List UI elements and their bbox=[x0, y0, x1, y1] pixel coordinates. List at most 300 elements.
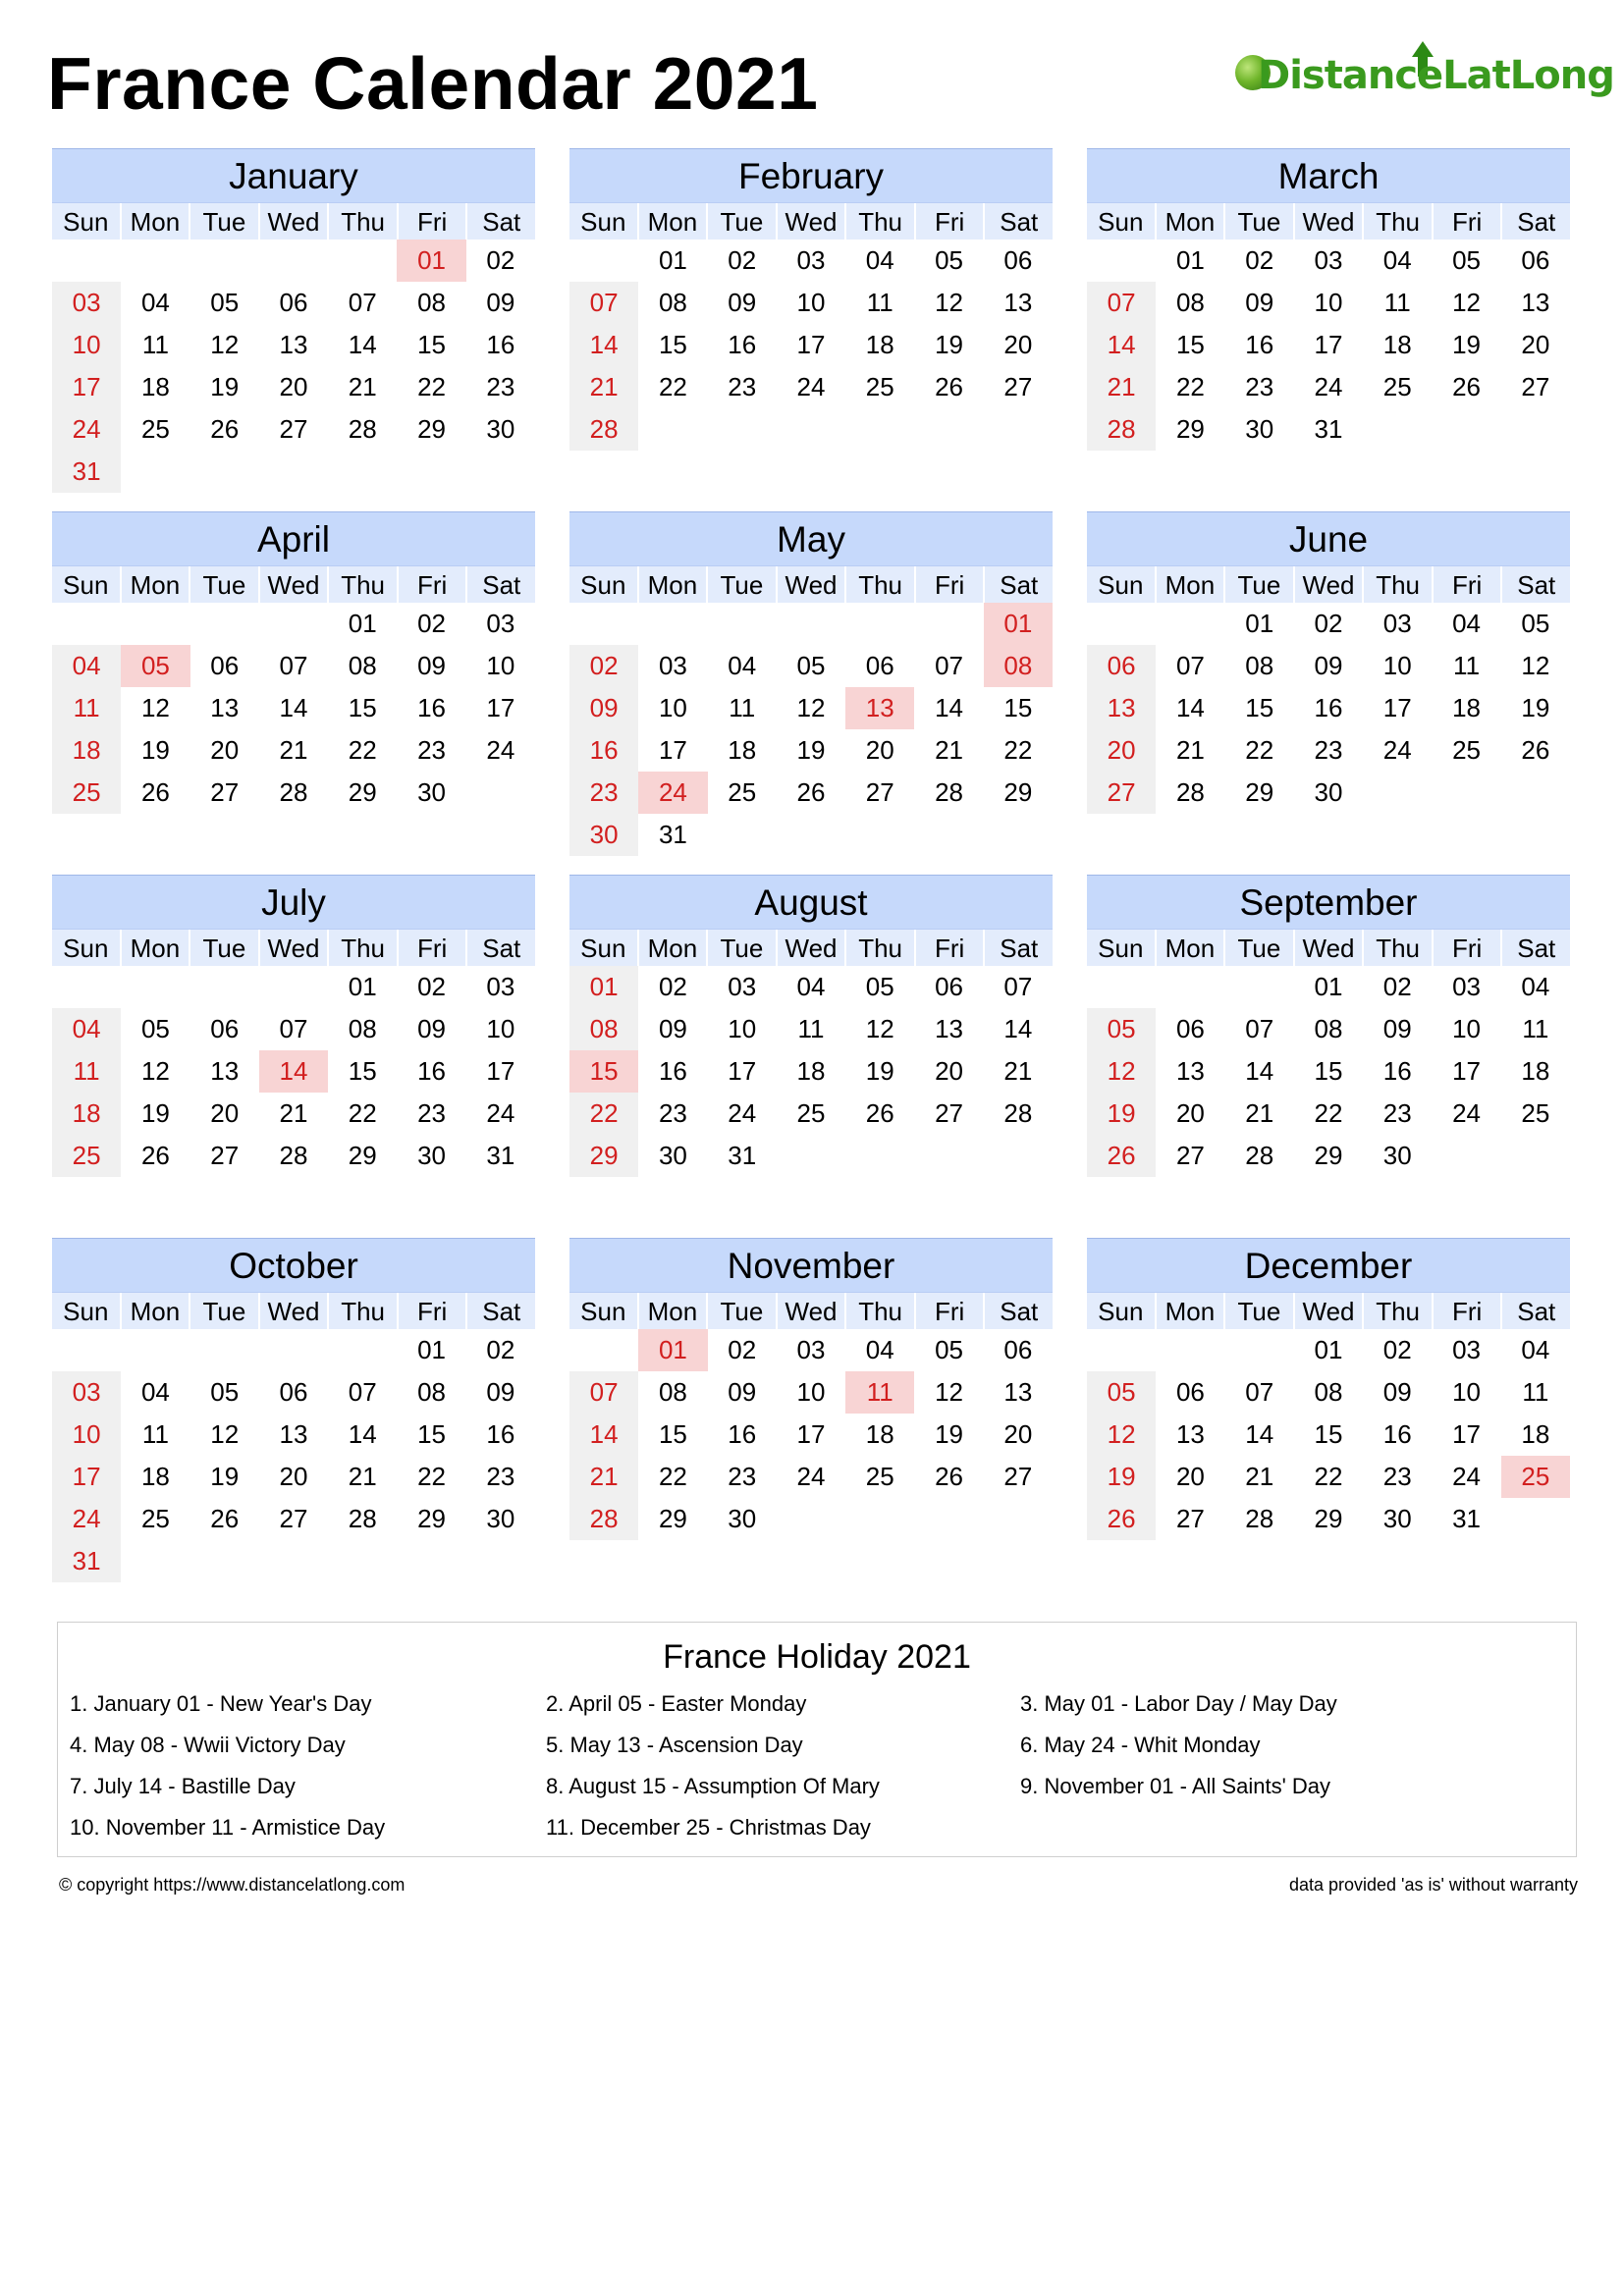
date-cell: 07 bbox=[569, 282, 638, 324]
weekday-label: Sat bbox=[1500, 1293, 1570, 1329]
date-cell: 25 bbox=[1452, 735, 1481, 765]
empty-cell bbox=[466, 1540, 535, 1582]
empty-cell bbox=[259, 1540, 328, 1582]
weekday-label: Wed bbox=[1293, 566, 1363, 603]
date-cell: 24 bbox=[52, 408, 121, 451]
date-cell: 27 bbox=[1087, 772, 1156, 814]
week-row bbox=[52, 240, 535, 282]
date-cell: 16 bbox=[486, 1419, 515, 1449]
empty-cell bbox=[845, 814, 914, 856]
date-cell: 02 bbox=[1382, 1335, 1412, 1364]
weekday-label: Sat bbox=[983, 203, 1053, 240]
weekday-label: Tue bbox=[706, 566, 776, 603]
date-cell: 15 bbox=[348, 693, 377, 722]
date-cell: 21 bbox=[348, 1462, 377, 1491]
date-cell: 24 bbox=[1452, 1462, 1481, 1491]
date-cell: 28 bbox=[935, 777, 963, 807]
week-row bbox=[52, 1329, 535, 1371]
empty-cell bbox=[914, 814, 983, 856]
date-cell: 25 bbox=[140, 414, 170, 444]
holiday-item: 11. December 25 - Christmas Day bbox=[546, 1815, 871, 1840]
weekday-label: Tue bbox=[189, 1293, 258, 1329]
date-cell: 06 bbox=[865, 651, 894, 680]
date-cell: 26 bbox=[865, 1098, 894, 1128]
date-cell: 06 bbox=[210, 651, 240, 680]
date-cell: 06 bbox=[1087, 645, 1156, 687]
weekday-label: Tue bbox=[1223, 203, 1293, 240]
date-cell: 25 bbox=[52, 1135, 121, 1177]
date-cell: 25 bbox=[865, 372, 894, 401]
weekday-label: Sun bbox=[1098, 1297, 1144, 1326]
date-cell: 28 bbox=[1245, 1504, 1274, 1533]
date-cell: 10 bbox=[1314, 288, 1343, 317]
date-cell: 12 bbox=[210, 330, 240, 359]
date-cell: 27 bbox=[210, 1141, 240, 1170]
date-cell: 29 bbox=[348, 777, 377, 807]
week-row bbox=[569, 282, 1053, 324]
date-cell: 30 bbox=[417, 1141, 446, 1170]
weekday-label: Sat bbox=[465, 566, 535, 603]
weekday-label: Sat bbox=[983, 566, 1053, 603]
week-row bbox=[1087, 240, 1570, 282]
date-cell: 23 bbox=[1245, 372, 1274, 401]
date-cell: 07 bbox=[1175, 651, 1205, 680]
weekday-label: Tue bbox=[189, 203, 258, 240]
empty-cell bbox=[708, 814, 777, 856]
weekday-label: Fri bbox=[397, 930, 466, 966]
date-cell: 27 bbox=[1521, 372, 1550, 401]
week-row bbox=[569, 966, 1053, 1008]
date-cell: 03 bbox=[486, 972, 515, 1001]
date-cell: 11 bbox=[141, 330, 169, 359]
weekday-label: Mon bbox=[1155, 930, 1224, 966]
holiday-item: 5. May 13 - Ascension Day bbox=[546, 1733, 803, 1757]
date-cell: 12 bbox=[140, 1056, 170, 1086]
date-cell: 20 bbox=[1087, 729, 1156, 772]
date-cell: 30 bbox=[1245, 414, 1274, 444]
date-cell: 02 bbox=[1382, 972, 1412, 1001]
date-cell: 26 bbox=[1521, 735, 1550, 765]
weekday-label: Fri bbox=[1432, 930, 1501, 966]
empty-cell bbox=[121, 1540, 189, 1582]
weekday-label: Mon bbox=[1155, 1293, 1224, 1329]
date-cell: 14 bbox=[1245, 1056, 1274, 1086]
weekday-label: Fri bbox=[914, 203, 984, 240]
week-row bbox=[569, 1414, 1053, 1456]
empty-cell bbox=[466, 451, 535, 493]
date-cell: 14 bbox=[279, 693, 308, 722]
week-row bbox=[569, 1050, 1053, 1093]
date-cell: 28 bbox=[279, 777, 308, 807]
date-cell: 18 bbox=[52, 729, 121, 772]
date-cell: 08 bbox=[348, 1014, 377, 1043]
date-cell: 27 bbox=[210, 777, 240, 807]
date-cell: 01 bbox=[1245, 609, 1274, 638]
date-cell: 14 bbox=[1087, 324, 1156, 366]
date-cell: 14 bbox=[1245, 1419, 1274, 1449]
week-row bbox=[52, 772, 535, 814]
week-row bbox=[569, 1498, 1053, 1540]
date-cell: 27 bbox=[1003, 372, 1033, 401]
date-cell: 21 bbox=[569, 1456, 638, 1498]
weekday-label: Tue bbox=[189, 930, 258, 966]
weekday-label: Sun bbox=[63, 1297, 109, 1326]
date-cell: 30 bbox=[1382, 1504, 1412, 1533]
date-cell: 15 bbox=[348, 1056, 377, 1086]
weekday-label: Fri bbox=[1432, 566, 1501, 603]
date-cell: 17 bbox=[1382, 693, 1412, 722]
date-cell: 29 bbox=[348, 1141, 377, 1170]
month-name: December bbox=[1087, 1238, 1570, 1292]
week-row bbox=[569, 1135, 1053, 1177]
date-cell: 28 bbox=[1003, 1098, 1033, 1128]
date-cell: 01 bbox=[569, 966, 638, 1008]
date-cell: 30 bbox=[728, 1504, 757, 1533]
weekday-label: Fri bbox=[397, 1293, 466, 1329]
month-april bbox=[52, 511, 535, 814]
date-cell: 04 bbox=[140, 288, 170, 317]
weekday-label: Sat bbox=[983, 1293, 1053, 1329]
date-cell: 09 bbox=[658, 1014, 687, 1043]
date-cell: 07 bbox=[1003, 972, 1033, 1001]
date-cell: 19 bbox=[1087, 1093, 1156, 1135]
date-cell: 30 bbox=[417, 777, 446, 807]
week-row bbox=[1087, 282, 1570, 324]
empty-cell bbox=[190, 1329, 259, 1371]
date-cell: 29 bbox=[658, 1504, 687, 1533]
weekday-label: Sun bbox=[1098, 570, 1144, 600]
month-march bbox=[1087, 148, 1570, 451]
date-cell: 16 bbox=[486, 330, 515, 359]
date-cell: 07 bbox=[348, 288, 377, 317]
date-cell: 16 bbox=[728, 1419, 757, 1449]
month-february bbox=[569, 148, 1053, 451]
week-row bbox=[52, 1135, 535, 1177]
date-cell: 20 bbox=[1003, 330, 1033, 359]
empty-cell bbox=[845, 408, 914, 451]
date-cell: 05 bbox=[1452, 245, 1481, 275]
holiday-item: 2. April 05 - Easter Monday bbox=[546, 1691, 807, 1716]
empty-cell bbox=[1087, 603, 1156, 645]
date-cell: 22 bbox=[417, 372, 446, 401]
date-cell: 26 bbox=[210, 1504, 240, 1533]
date-cell: 18 bbox=[1452, 693, 1481, 722]
copyright-notice: © copyright https://www.distancelatlong.com bbox=[59, 1875, 406, 1895]
date-cell: 05 bbox=[1087, 1371, 1156, 1414]
date-cell: 08 bbox=[658, 1377, 687, 1407]
date-cell: 25 bbox=[140, 1504, 170, 1533]
week-row bbox=[1087, 1135, 1570, 1177]
date-cell: 28 bbox=[1087, 408, 1156, 451]
weekday-header bbox=[52, 202, 535, 240]
date-cell: 04 bbox=[865, 1335, 894, 1364]
date-cell: 03 bbox=[52, 282, 121, 324]
holiday-list-title: France Holiday 2021 bbox=[663, 1638, 971, 1676]
weekday-label: Wed bbox=[258, 566, 328, 603]
date-cell: 09 bbox=[417, 1014, 446, 1043]
date-cell: 13 bbox=[1003, 1377, 1033, 1407]
date-cell: 27 bbox=[279, 414, 308, 444]
weekday-label: Thu bbox=[844, 930, 914, 966]
date-cell: 19 bbox=[140, 735, 170, 765]
date-cell: 04 bbox=[52, 1008, 121, 1050]
date-cell: 01 bbox=[1314, 1335, 1343, 1364]
date-cell: 18 bbox=[865, 330, 894, 359]
date-cell: 13 bbox=[1087, 687, 1156, 729]
empty-cell bbox=[259, 966, 328, 1008]
week-row bbox=[1087, 687, 1570, 729]
date-cell: 19 bbox=[796, 735, 826, 765]
date-cell: 21 bbox=[279, 1098, 308, 1128]
empty-cell bbox=[259, 240, 328, 282]
weekday-header bbox=[569, 565, 1053, 603]
date-cell: 21 bbox=[1245, 1462, 1274, 1491]
weekday-label: Thu bbox=[844, 566, 914, 603]
date-cell: 07 bbox=[279, 1014, 308, 1043]
month-name: August bbox=[569, 875, 1053, 929]
week-row bbox=[1087, 772, 1570, 814]
date-cell: 14 bbox=[1003, 1014, 1033, 1043]
date-cell: 29 bbox=[569, 1135, 638, 1177]
date-cell: 03 bbox=[52, 1371, 121, 1414]
date-cell: 14 bbox=[1175, 693, 1205, 722]
date-cell: 31 bbox=[52, 1540, 121, 1582]
week-row bbox=[569, 729, 1053, 772]
date-cell: 15 bbox=[1245, 693, 1274, 722]
date-cell: 17 bbox=[486, 1056, 515, 1086]
month-name: February bbox=[569, 148, 1053, 202]
date-cell: 01 bbox=[1314, 972, 1343, 1001]
date-cell: 09 bbox=[417, 651, 446, 680]
date-cell: 13 bbox=[1003, 288, 1033, 317]
date-cell: 27 bbox=[865, 777, 894, 807]
date-cell: 06 bbox=[279, 288, 308, 317]
week-row bbox=[52, 282, 535, 324]
date-cell: 17 bbox=[796, 1419, 826, 1449]
weekday-label: Thu bbox=[327, 566, 397, 603]
date-cell: 22 bbox=[658, 372, 687, 401]
date-cell: 09 bbox=[728, 288, 757, 317]
date-cell: 21 bbox=[1003, 1056, 1033, 1086]
empty-cell bbox=[777, 408, 845, 451]
holiday-item: 10. November 11 - Armistice Day bbox=[70, 1815, 386, 1840]
date-cell: 12 bbox=[140, 693, 170, 722]
week-row bbox=[1087, 324, 1570, 366]
empty-cell bbox=[708, 408, 777, 451]
date-cell: 12 bbox=[1452, 288, 1481, 317]
date-cell: 23 bbox=[569, 772, 638, 814]
date-cell: 06 bbox=[279, 1377, 308, 1407]
site-logo[interactable] bbox=[1232, 39, 1614, 108]
empty-cell bbox=[259, 1329, 328, 1371]
weekday-label: Wed bbox=[776, 566, 845, 603]
empty-cell bbox=[121, 1329, 189, 1371]
date-cell: 10 bbox=[486, 1014, 515, 1043]
date-cell: 03 bbox=[796, 245, 826, 275]
week-row bbox=[569, 324, 1053, 366]
empty-cell bbox=[190, 1540, 259, 1582]
date-cell: 29 bbox=[1003, 777, 1033, 807]
date-cell: 24 bbox=[486, 1098, 515, 1128]
date-cell: 11 bbox=[1522, 1014, 1549, 1043]
date-cell: 21 bbox=[569, 366, 638, 408]
date-cell: 10 bbox=[1452, 1014, 1481, 1043]
weekday-label: Fri bbox=[397, 203, 466, 240]
date-cell: 23 bbox=[486, 372, 515, 401]
empty-cell bbox=[1501, 408, 1570, 451]
date-cell: 21 bbox=[935, 735, 963, 765]
date-cell: 25 bbox=[865, 1462, 894, 1491]
month-june bbox=[1087, 511, 1570, 814]
month-november bbox=[569, 1238, 1053, 1540]
date-cell: 08 bbox=[417, 288, 446, 317]
date-cell: 19 bbox=[1452, 330, 1481, 359]
date-cell: 06 bbox=[935, 972, 963, 1001]
empty-cell bbox=[569, 603, 638, 645]
weekday-header bbox=[1087, 565, 1570, 603]
date-cell: 19 bbox=[865, 1056, 894, 1086]
weekday-label: Sun bbox=[63, 207, 109, 237]
date-cell: 17 bbox=[486, 693, 515, 722]
date-cell: 20 bbox=[210, 735, 240, 765]
date-cell: 20 bbox=[1003, 1419, 1033, 1449]
date-cell: 26 bbox=[1087, 1498, 1156, 1540]
week-row bbox=[1087, 729, 1570, 772]
date-cell: 09 bbox=[1382, 1014, 1412, 1043]
date-cell: 16 bbox=[569, 729, 638, 772]
holiday-date-cell: 14 bbox=[259, 1050, 328, 1093]
date-cell: 03 bbox=[486, 609, 515, 638]
month-january bbox=[52, 148, 535, 493]
empty-cell bbox=[708, 603, 777, 645]
empty-cell bbox=[328, 451, 397, 493]
date-cell: 05 bbox=[796, 651, 826, 680]
weekday-label: Sun bbox=[580, 934, 626, 963]
date-cell: 17 bbox=[728, 1056, 757, 1086]
weekday-label: Mon bbox=[120, 203, 189, 240]
date-cell: 13 bbox=[210, 1056, 240, 1086]
month-may bbox=[569, 511, 1053, 856]
date-cell: 07 bbox=[935, 651, 963, 680]
month-name: October bbox=[52, 1238, 535, 1292]
date-cell: 26 bbox=[796, 777, 826, 807]
date-cell: 16 bbox=[417, 1056, 446, 1086]
date-cell: 05 bbox=[935, 1335, 963, 1364]
weekday-label: Mon bbox=[1155, 566, 1224, 603]
date-cell: 28 bbox=[569, 408, 638, 451]
date-cell: 03 bbox=[1314, 245, 1343, 275]
date-cell: 08 bbox=[1175, 288, 1205, 317]
date-cell: 20 bbox=[279, 372, 308, 401]
date-cell: 16 bbox=[1382, 1419, 1412, 1449]
month-name: April bbox=[52, 511, 535, 565]
date-cell: 24 bbox=[796, 372, 826, 401]
weekday-header bbox=[569, 1292, 1053, 1329]
weekday-label: Thu bbox=[1362, 930, 1432, 966]
date-cell: 19 bbox=[935, 330, 963, 359]
weekday-label: Wed bbox=[776, 1293, 845, 1329]
date-cell: 22 bbox=[348, 735, 377, 765]
date-cell: 14 bbox=[569, 1414, 638, 1456]
date-cell: 24 bbox=[1452, 1098, 1481, 1128]
date-cell: 13 bbox=[279, 330, 308, 359]
empty-cell bbox=[777, 603, 845, 645]
weekday-label: Mon bbox=[637, 1293, 707, 1329]
date-cell: 07 bbox=[279, 651, 308, 680]
empty-cell bbox=[845, 603, 914, 645]
date-cell: 03 bbox=[728, 972, 757, 1001]
weekday-label: Thu bbox=[327, 203, 397, 240]
date-cell: 27 bbox=[1003, 1462, 1033, 1491]
date-cell: 26 bbox=[140, 777, 170, 807]
empty-cell bbox=[1432, 1135, 1500, 1177]
empty-cell bbox=[190, 451, 259, 493]
empty-cell bbox=[569, 1329, 638, 1371]
date-cell: 10 bbox=[486, 651, 515, 680]
weekday-label: Fri bbox=[1432, 1293, 1501, 1329]
date-cell: 05 bbox=[865, 972, 894, 1001]
date-cell: 17 bbox=[796, 330, 826, 359]
weekday-label: Wed bbox=[1293, 203, 1363, 240]
month-october bbox=[52, 1238, 535, 1582]
week-row bbox=[1087, 1329, 1570, 1371]
empty-cell bbox=[1363, 772, 1432, 814]
weekday-label: Sat bbox=[465, 203, 535, 240]
date-cell: 30 bbox=[1314, 777, 1343, 807]
week-row bbox=[52, 966, 535, 1008]
date-cell: 24 bbox=[52, 1498, 121, 1540]
date-cell: 29 bbox=[417, 1504, 446, 1533]
holiday-date-cell: 13 bbox=[845, 687, 914, 729]
week-row bbox=[1087, 1050, 1570, 1093]
date-cell: 02 bbox=[658, 972, 687, 1001]
week-row bbox=[52, 1498, 535, 1540]
date-cell: 31 bbox=[1452, 1504, 1481, 1533]
week-row bbox=[52, 1456, 535, 1498]
weekday-label: Mon bbox=[120, 566, 189, 603]
date-cell: 12 bbox=[1087, 1414, 1156, 1456]
holiday-date-cell: 08 bbox=[984, 645, 1053, 687]
weekday-label: Fri bbox=[914, 1293, 984, 1329]
date-cell: 22 bbox=[348, 1098, 377, 1128]
date-cell: 06 bbox=[1003, 245, 1033, 275]
weekday-label: Sun bbox=[580, 570, 626, 600]
weekday-label: Sun bbox=[63, 570, 109, 600]
empty-cell bbox=[777, 1135, 845, 1177]
date-cell: 26 bbox=[140, 1141, 170, 1170]
empty-cell bbox=[569, 240, 638, 282]
weekday-label: Wed bbox=[258, 203, 328, 240]
date-cell: 24 bbox=[796, 1462, 826, 1491]
date-cell: 02 bbox=[417, 972, 446, 1001]
weekday-label: Sat bbox=[465, 930, 535, 966]
weekday-header bbox=[1087, 929, 1570, 966]
date-cell: 15 bbox=[658, 330, 687, 359]
logo-text: DistanceLatLong bbox=[1258, 53, 1614, 98]
weekday-label: Wed bbox=[258, 1293, 328, 1329]
date-cell: 20 bbox=[1521, 330, 1550, 359]
date-cell: 24 bbox=[1382, 735, 1412, 765]
holiday-date-cell: 15 bbox=[569, 1050, 638, 1093]
week-row bbox=[52, 729, 535, 772]
empty-cell bbox=[190, 603, 259, 645]
date-cell: 13 bbox=[279, 1419, 308, 1449]
weekday-label: Tue bbox=[189, 566, 258, 603]
date-cell: 16 bbox=[1314, 693, 1343, 722]
date-cell: 05 bbox=[210, 288, 240, 317]
date-cell: 30 bbox=[658, 1141, 687, 1170]
date-cell: 01 bbox=[1175, 245, 1205, 275]
